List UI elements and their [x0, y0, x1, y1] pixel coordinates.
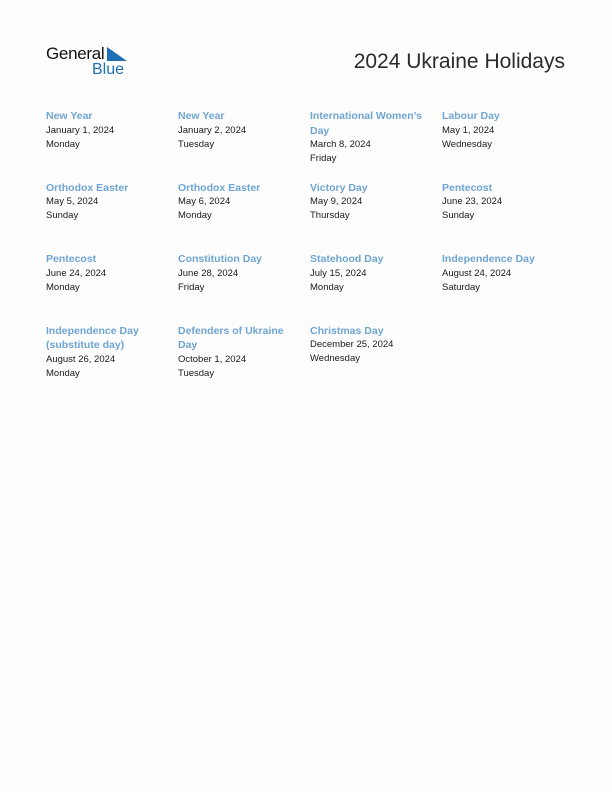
holiday-weekday: Thursday [310, 210, 350, 221]
holiday-name: Independence Day [442, 253, 535, 265]
holiday-date: August 26, 2024 [46, 353, 116, 365]
holiday-name: Pentecost [442, 181, 493, 194]
holiday-date: January 2, 2024 [178, 124, 247, 136]
holiday-entry [442, 109, 574, 181]
holiday-entry [442, 181, 574, 253]
holiday-date: May 1, 2024 [442, 124, 495, 136]
holiday-weekday: Tuesday [178, 138, 215, 150]
logo-word-blue: Blue [92, 61, 125, 78]
holiday-entry [178, 181, 310, 253]
holiday-weekday: Monday [310, 281, 344, 293]
holiday-weekday: Tuesday [178, 367, 215, 379]
holiday-entry [46, 252, 178, 324]
logo-word-general: General [46, 44, 105, 63]
holiday-date: June 23, 2024 [442, 196, 503, 207]
holiday-entry [310, 109, 442, 181]
holiday-entry [178, 109, 310, 181]
holiday-weekday: Friday [178, 281, 205, 293]
holiday-name: Christmas Day [310, 324, 384, 337]
holiday-weekday: Monday [46, 138, 80, 150]
holiday-date: May 9, 2024 [310, 196, 363, 207]
holiday-entry [310, 252, 442, 324]
logo-triangle-icon [107, 47, 127, 61]
holiday-date: June 24, 2024 [46, 267, 107, 279]
holiday-name: Independence Day (substitute day) [46, 324, 139, 351]
holiday-name: New Year [46, 110, 93, 122]
holiday-date: May 6, 2024 [178, 196, 231, 207]
holiday-name: Orthodox Easter [178, 181, 261, 194]
holiday-name: Victory Day [310, 181, 368, 194]
holiday-name: New Year [178, 110, 225, 122]
holiday-entry [46, 324, 178, 396]
holiday-weekday: Monday [46, 367, 80, 379]
holiday-date: June 28, 2024 [178, 267, 239, 279]
page-title: 2024 Ukraine Holidays [353, 50, 565, 73]
holiday-weekday: Monday [46, 281, 80, 293]
holiday-entry [442, 252, 574, 324]
holiday-entry [178, 324, 310, 396]
holiday-name: International Women’s Day [310, 110, 423, 137]
holiday-date: July 15, 2024 [310, 267, 367, 279]
holiday-weekday: Friday [310, 153, 337, 164]
holiday-date: May 5, 2024 [46, 196, 99, 207]
holiday-grid [46, 109, 576, 395]
holiday-name: Labour Day [442, 110, 500, 122]
holiday-weekday: Sunday [46, 210, 79, 221]
holiday-weekday: Sunday [442, 210, 475, 221]
holiday-weekday: Wednesday [442, 138, 492, 150]
holiday-date: December 25, 2024 [310, 339, 394, 350]
holiday-name: Pentecost [46, 253, 97, 265]
holiday-entry [46, 109, 178, 181]
holiday-date: August 24, 2024 [442, 267, 512, 279]
holiday-date: October 1, 2024 [178, 353, 247, 365]
holiday-weekday: Monday [178, 210, 212, 221]
generalblue-logo [46, 44, 130, 78]
holiday-name: Defenders of Ukraine Day [178, 324, 284, 351]
holiday-name: Statehood Day [310, 253, 384, 265]
holiday-date: March 8, 2024 [310, 139, 371, 150]
holiday-name: Orthodox Easter [46, 181, 129, 194]
holiday-weekday: Wednesday [310, 353, 360, 364]
holiday-entry [46, 181, 178, 253]
holiday-entry [310, 181, 442, 253]
holiday-entry [178, 252, 310, 324]
holiday-entry [310, 324, 442, 396]
holiday-date: January 1, 2024 [46, 124, 115, 136]
holiday-name: Constitution Day [178, 253, 262, 265]
holiday-weekday: Saturday [442, 281, 481, 293]
